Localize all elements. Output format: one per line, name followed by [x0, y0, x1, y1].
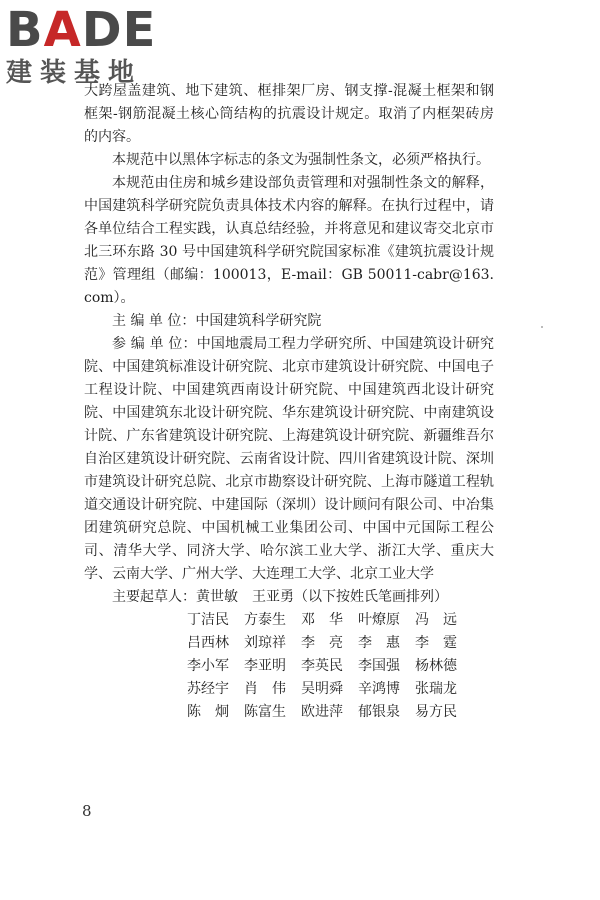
paragraph-mandatory: 本规范中以黑体字标志的条文为强制性条文，必须严格执行。: [112, 152, 490, 168]
author-name: 方泰生: [244, 612, 286, 628]
author-name: 李英民: [301, 658, 343, 674]
author-name: 杨林德: [415, 658, 457, 674]
author-name: 李亚明: [244, 658, 286, 674]
scan-speck: [541, 326, 543, 328]
author-name: 冯 远: [415, 612, 457, 628]
paragraph-scope: 大跨屋盖建筑、地下建筑、框排架厂房、钢支撑-混凝土框架和钢框架-钢筋混凝土核心筒结构的抗震设计规定。取消了内框架砖房的内容。: [84, 83, 494, 145]
author-name: 张瑞龙: [415, 681, 457, 697]
author-row: [187, 701, 494, 724]
author-row: [187, 632, 494, 655]
authors-heading: [84, 586, 494, 609]
participating-units-value: 中国地震局工程力学研究所、中国建筑设计研究院、中国建筑标准设计研究院、北京市建筑设计研究院、中国电子工程设计院、中国建筑西南设计研究院、中国建筑西北设计研究院、中国建筑东北设计研究院、华东建筑设计研究院、中南建筑设计院、广东省建筑设计研究院、上海建筑设计研究院、新疆维吾尔自治区建筑设计研究院、云南省设计院、四川省建筑设计院、深圳市建筑设计研究总院、北京市勘察设计研究院、上海市隧道工程轨道交通设计研究院、中建国际（深圳）设计顾问有限公司、中冶集团建筑研究总院、中国机械工业集团公司、中国中元国际工程公司、清华大学、同济大学、哈尔滨工业大学、浙江大学、重庆大学、云南大学、广州大学、大连理工大学、北京工业大学: [84, 336, 495, 582]
author-names-grid: [187, 609, 494, 724]
paragraph-management: 本规范由住房和城乡建设部负责管理和对强制性条文的解释，中国建筑科学研究院负责具体技术内容的解释。在执行过程中，请各单位结合工程实践，认真总结经验，并将意见和建议寄交北京市北三环东路 30 号中国建筑科学研究院国家标准《建筑抗震设计规范》管理组（邮编：100013，E-mail：GB 50011-cabr@163. com）。: [84, 175, 494, 306]
author-row: [187, 609, 494, 632]
participating-units-label: 参 编 单 位：: [112, 336, 197, 352]
author-name: 李 惠: [358, 635, 400, 651]
chief-unit-value: 中国建筑科学研究院: [195, 313, 322, 329]
author-name: 易方民: [415, 704, 457, 720]
author-name: 李 霆: [415, 635, 457, 651]
authors-first-line: 黄世敏 王亚勇（以下按姓氏笔画排列）: [196, 589, 448, 605]
author-name: 吕西林: [187, 635, 229, 651]
author-row: [187, 678, 494, 701]
author-name: 刘琼祥: [244, 635, 286, 651]
page-number: 8: [82, 802, 92, 820]
author-row: [187, 655, 494, 678]
author-name: 吴明舜: [301, 681, 343, 697]
logo-wordmark: BADE: [6, 2, 157, 58]
author-name: 李小军: [187, 658, 229, 674]
author-name: 李国强: [358, 658, 400, 674]
author-name: 李 亮: [301, 635, 343, 651]
author-name: 肖 伟: [244, 681, 286, 697]
author-name: 邓 华: [301, 612, 343, 628]
chief-unit-label: 主 编 单 位：: [112, 313, 196, 329]
author-name: 丁洁民: [187, 612, 229, 628]
author-name: 欧进萍: [301, 704, 343, 720]
author-name: 苏经宇: [187, 681, 229, 697]
participating-units: [84, 333, 494, 586]
authors-label: 主要起草人：: [112, 589, 196, 605]
logo-subtitle: 建装基地: [6, 58, 143, 88]
author-name: 陈富生: [244, 704, 286, 720]
author-name: 郁银泉: [358, 704, 400, 720]
author-name: 辛鸿博: [358, 681, 400, 697]
document-body: [84, 80, 494, 724]
author-name: 叶燎原: [358, 612, 400, 628]
author-name: 陈 炯: [187, 704, 229, 720]
chief-unit: [84, 310, 494, 333]
